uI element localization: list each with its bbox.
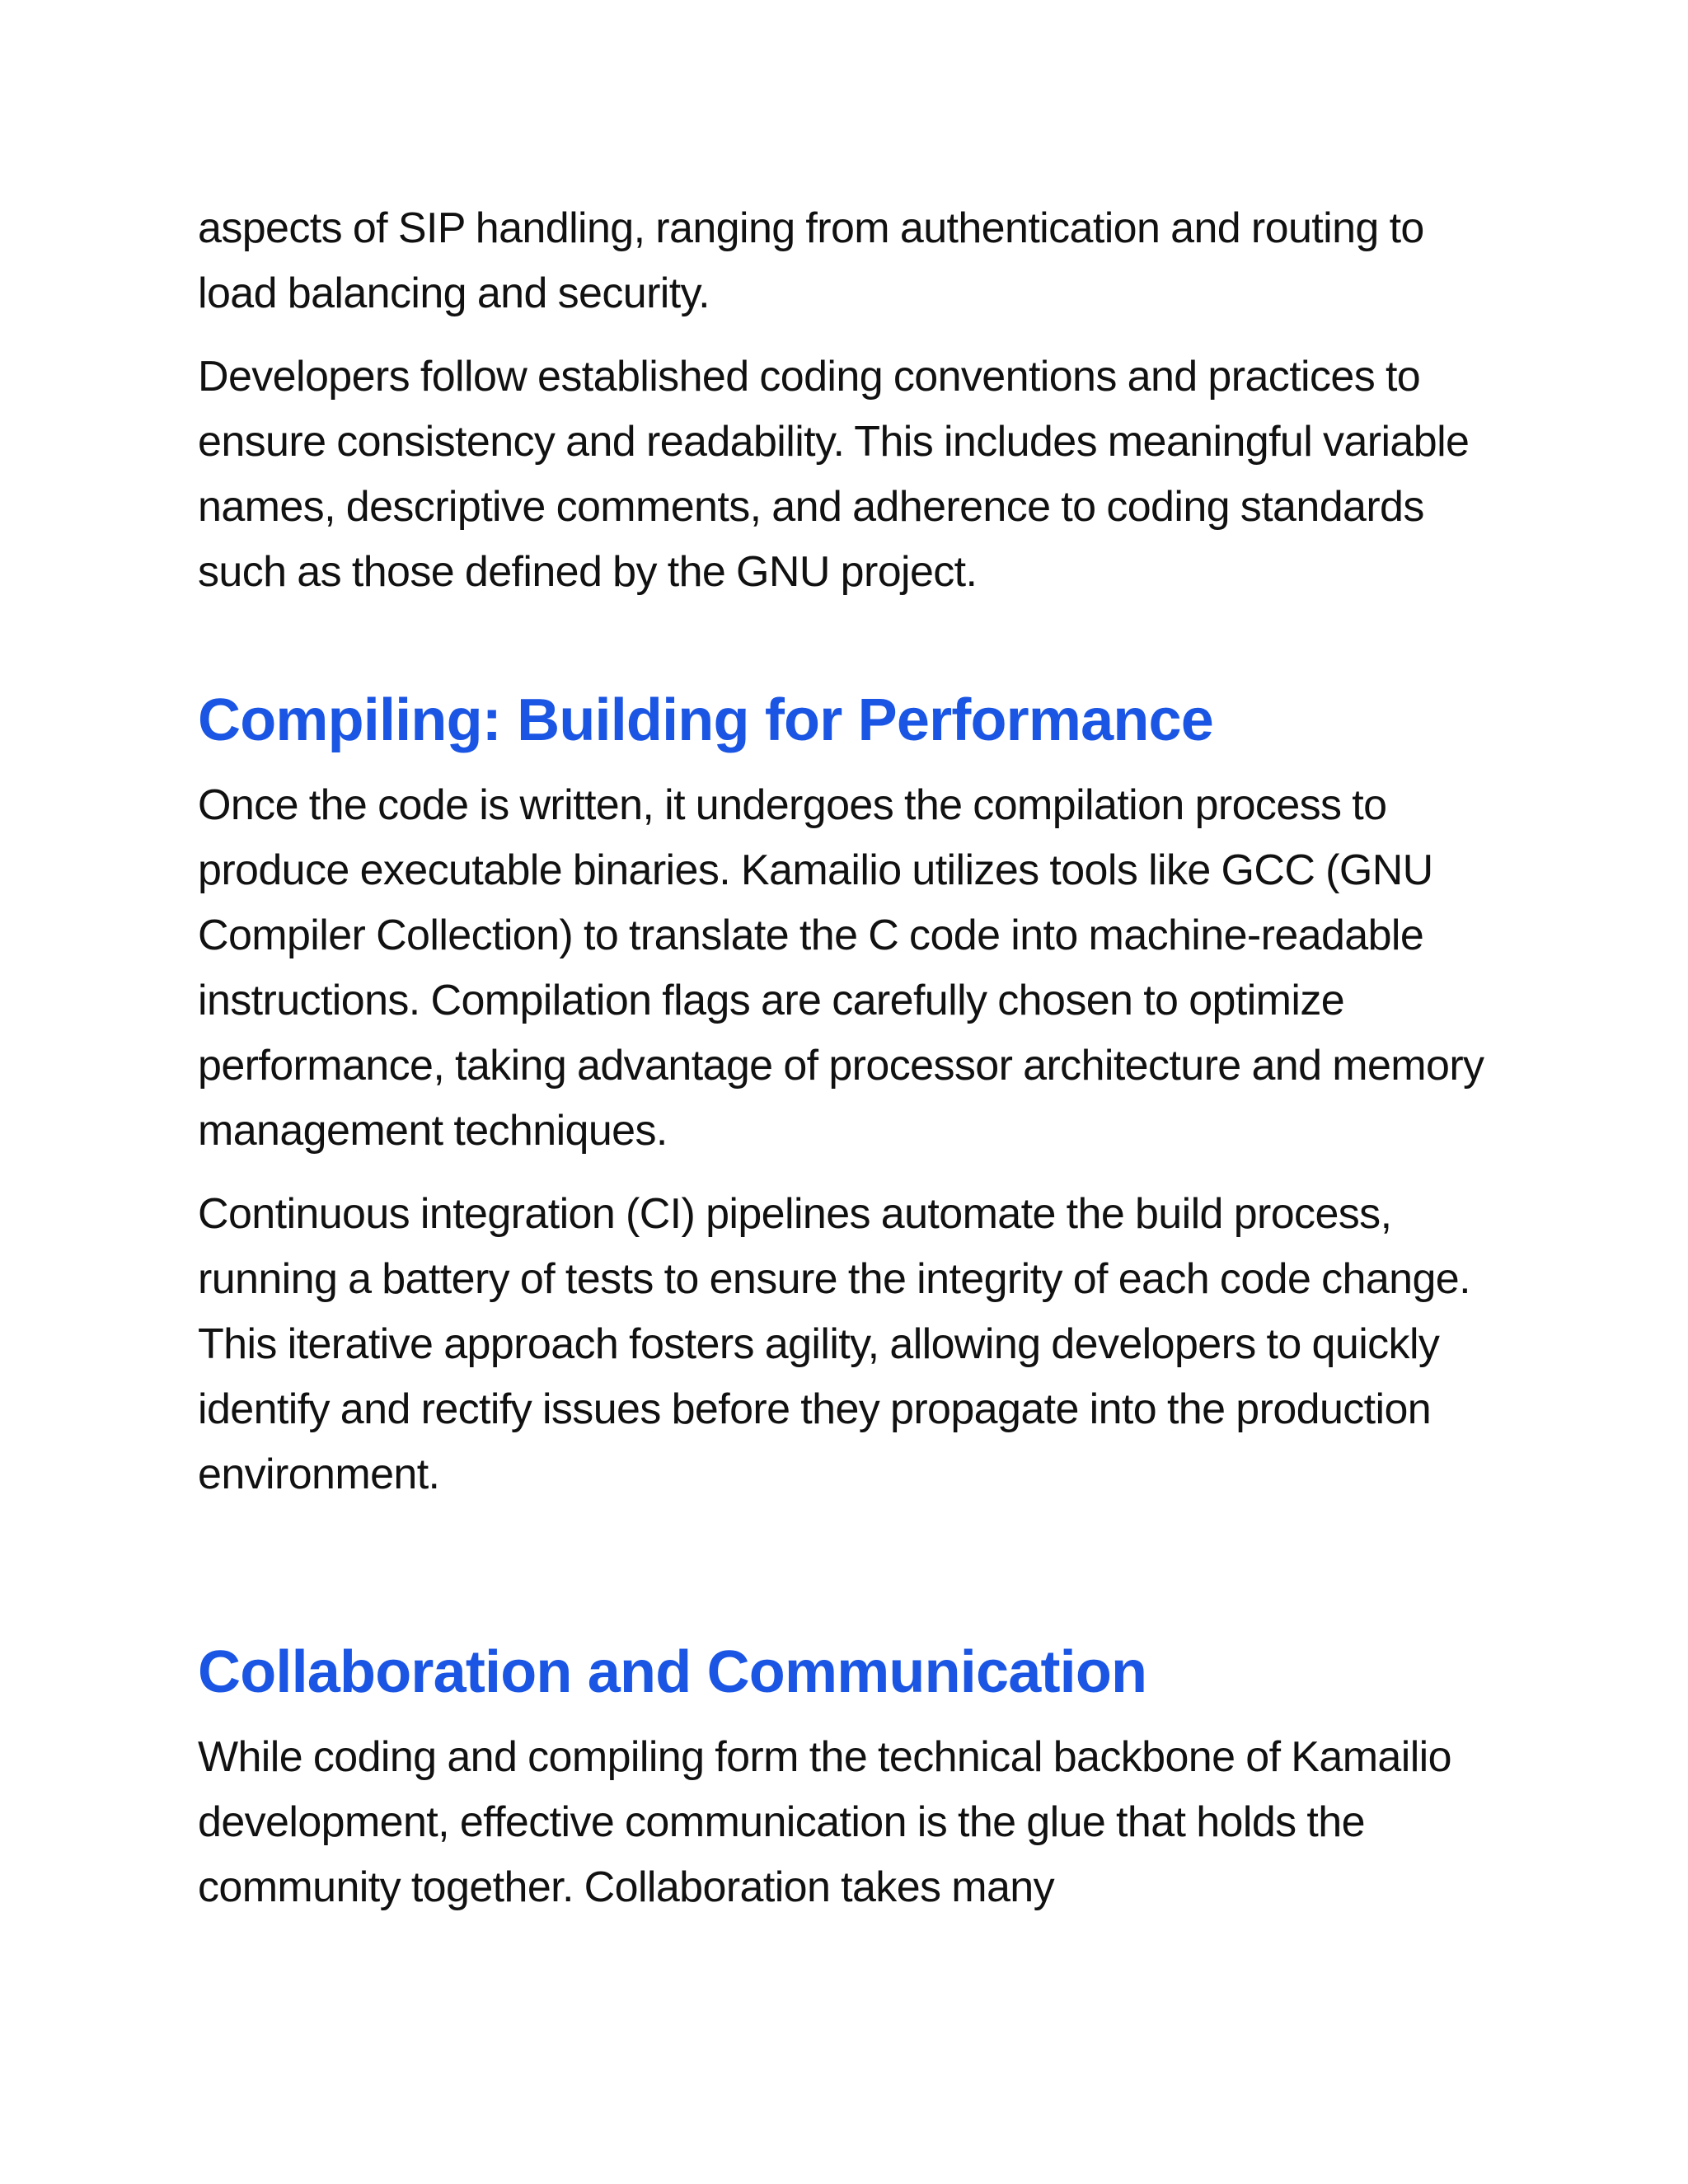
document-page	[198, 196, 1508, 1938]
paragraph: While coding and compiling form the technical backbone of Kamailio development, effective communication is the glue that holds the community together. Collaboration takes many	[198, 1733, 1451, 1911]
section-heading: Compiling: Building for Performance	[198, 687, 1214, 753]
paragraph: aspects of SIP handling, ranging from authentication and routing to load balancing and security.	[198, 204, 1424, 317]
section-heading: Collaboration and Communication	[198, 1639, 1147, 1705]
paragraph: Continuous integration (CI) pipelines automate the build process, running a battery of tests to ensure the integrity of each code change. This iterative approach fosters agility, allowing developers to quickly identify and rectify issues before they propagate into the production environment.	[198, 1190, 1470, 1498]
paragraph: Once the code is written, it undergoes the compilation process to produce executable binaries. Kamailio utilizes tools like GCC (GNU Compiler Collection) to translate the C code into machine-readable instructions. Compilation flags are carefully chosen to optimize performance, taking advantage of processor architecture and memory management techniques.	[198, 781, 1484, 1155]
paragraph: Developers follow established coding conventions and practices to ensure consistency and readability. This includes meaningful variable names, descriptive comments, and adherence to coding standards such as those defined by the GNU project.	[198, 353, 1470, 596]
